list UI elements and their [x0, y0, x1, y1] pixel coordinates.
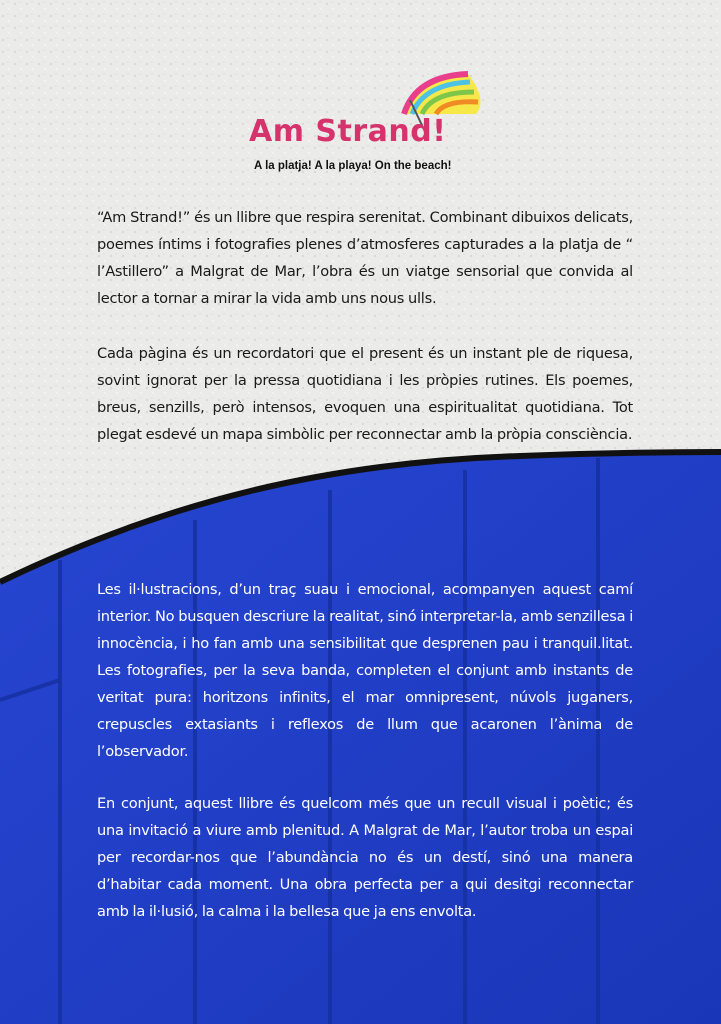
paragraph-3: Les il·lustracions, d’un traç suau i emocional, acompanyen aquest camí interior. No busquen descriure la realitat, sinó interpretar-la, amb senzillesa i innocència, i ho fan amb una sensibilitat que desprenen pau i tranquil.litat. Les fotografies, per la seva banda, completen el conjunt amb instants de veritat pura: horitzons infinits, el mar omnipresent, núvols juganers, crepuscles extasiants i reflexos de llum que acaronen l’ànima de l’observador.: [97, 581, 633, 760]
paragraph-1: “Am Strand!” és un llibre que respira serenitat. Combinant dibuixos delicats, poemes íntims i fotografies plenes d’atmosferes capturades a la platja de “ l’Astillero” a Malgrat de Mar, l’obra és un viatge sensorial que convida al lector a tornar a mirar la vida amb uns nous ulls.: [97, 209, 633, 307]
brand-logo: [246, 70, 506, 180]
paragraph-2: Cada pàgina és un recordatori que el present és un instant ple de riquesa, sovint ignorat per la pressa quotidiana i les pròpies rutines. Els poemes, breus, senzills, però intensos, evoquen una espiritualitat quotidiana. Tot plegat esdevé un mapa simbòlic per reconnectar amb la pròpia consciència.: [97, 345, 633, 443]
brand-subtitle: A la platja! A la playa! On the beach!: [254, 160, 452, 172]
brand-title: Am Strand!: [249, 114, 447, 149]
paragraph-4: En conjunt, aquest llibre és quelcom més que un recull visual i poètic; és una invitació a viure amb plenitud. A Malgrat de Mar, l’autor troba un espai per recordar-nos que l’abundància no és un destí, sinó una manera d’habitar cada moment. Una obra perfecta per a qui desitgi reconnectar amb la il·lusió, la calma i la bellesa que ja ens envolta.: [97, 795, 633, 920]
